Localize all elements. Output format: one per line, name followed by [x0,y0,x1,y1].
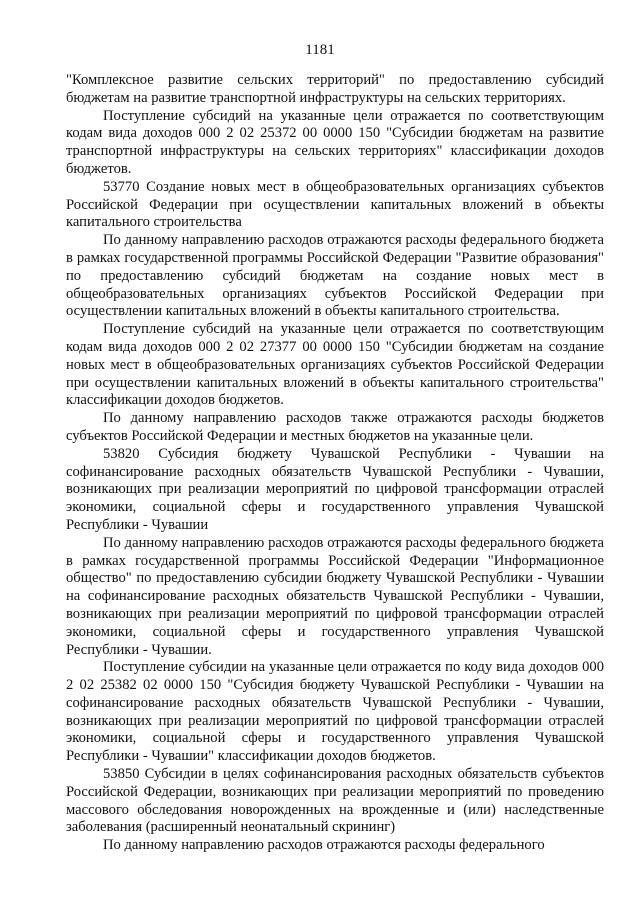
paragraph-income-code-53820: Поступление субсидии на указанные цели отражается по коду вида доходов 000 2 02 25382 02 0000 150 "Субсидия бюджету Чувашской Республики - Чувашии на софинансирование расходных обязательств Чувашской Республики - Чувашии, возникающих при реализации мероприятий по цифровой трансформации отраслей экономики, социальной сферы и государственного управления Чувашской Республики - Чувашии" классификации доходов бюджетов. [66,659,604,765]
paragraph-heading-53770: 53770 Создание новых мест в общеобразовательных организациях субъектов Российской Федерации при осуществлении капитальных вложений в объекты капитального строительства [66,178,604,231]
paragraph-heading-53850: 53850 Субсидии в целях софинансирования расходных обязательств субъектов Российской Федерации, возникающих при реализации мероприятий по проведению массового обследования новорожденных на врожденные и (или) наследственные заболевания (расширенный неонатальный скрининг) [66,766,604,836]
document-body [66,72,604,855]
paragraph-regional-budgets-53770: По данному направлению расходов также отражаются расходы бюджетов субъектов Российской Федерации и местных бюджетов на указанные цели. [66,410,604,444]
paragraph-continuation: "Комплексное развитие сельских территорий" по предоставлению субсидий бюджетам на развитие транспортной инфраструктуры на сельских территориях. [66,72,604,106]
paragraph-income-code-transport: Поступление субсидий на указанные цели отражается по соответствующим кодам вида доходов 000 2 02 25372 00 0000 150 "Субсидии бюджетам на развитие транспортной инфраструктуры на сельских территориях" классификации доходов бюджетов. [66,107,604,177]
page-number: 1181 [305,42,335,58]
paragraph-income-code-53770: Поступление субсидий на указанные цели отражается по соответствующим кодам вида доходов 000 2 02 27377 00 0000 150 "Субсидии бюджетам на создание новых мест в общеобразовательных организациях субъектов Российской Федерации при осуществлении капитальных вложений в объекты капитального строительства" классификации доходов бюджетов. [66,321,604,409]
paragraph-heading-53820: 53820 Субсидия бюджету Чувашской Республики - Чувашии на софинансирование расходных обязательств Чувашской Республики - Чувашии, возникающих при реализации мероприятий по цифровой трансформации отраслей экономики, социальной сферы и государственного управления Чувашской Республики - Чувашии [66,445,604,533]
paragraph-expenses-53770: По данному направлению расходов отражаются расходы федерального бюджета в рамках государственной программы Российской Федерации "Развитие образования" по предоставлению субсидий бюджетам на создание новых мест в общеобразовательных организациях субъектов Российской Федерации при осуществлении капитальных вложений в объекты капитального строительства. [66,232,604,320]
paragraph-expenses-53820: По данному направлению расходов отражаются расходы федерального бюджета в рамках государственной программы Российской Федерации "Информационное общество" по предоставлению субсидии бюджету Чувашской Республики - Чувашии на софинансирование расходных обязательств Чувашской Республики - Чувашии, возникающих при реализации мероприятий по цифровой трансформации отраслей экономики, социальной сферы и государственного управления Чувашской Республики - Чувашии. [66,534,604,658]
paragraph-expenses-53850: По данному направлению расходов отражаются расходы федерального [103,837,545,854]
